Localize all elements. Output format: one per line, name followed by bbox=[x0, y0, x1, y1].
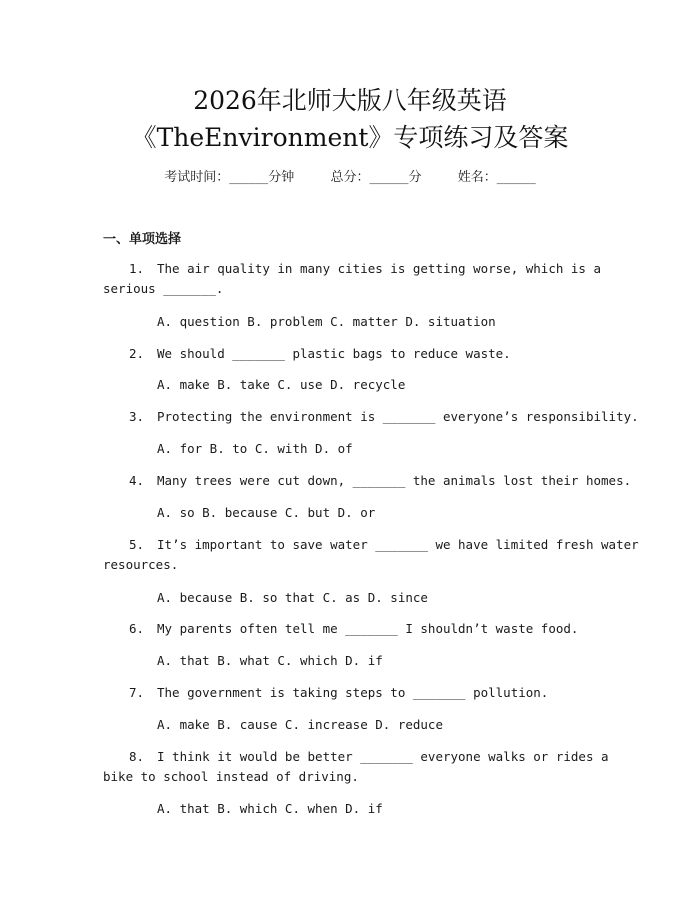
question-7-options: A. make B. cause C. increase D. reduce bbox=[157, 717, 443, 732]
question-8 bbox=[103, 747, 609, 787]
question-1-options: A. question B. problem C. matter D. situation bbox=[157, 314, 496, 329]
question-text: The air quality in many cities is getting worse, which is a bbox=[157, 261, 602, 276]
question-6-options: A. that B. what C. which D. if bbox=[157, 653, 383, 668]
question-text: My parents often tell me _______ I shouldn’t waste food. bbox=[157, 621, 579, 636]
question-text: It’s important to save water _______ we have limited fresh water bbox=[157, 537, 639, 552]
exam-total-score: 总分：______分 bbox=[330, 170, 422, 185]
page-title-line-1: 2026年北师大版八年级英语 bbox=[193, 86, 507, 115]
question-text: The government is taking steps to _______ pollution. bbox=[157, 685, 549, 700]
question-text-continued: serious _______. bbox=[103, 281, 224, 296]
question-4 bbox=[103, 471, 632, 491]
question-3-options: A. for B. to C. with D. of bbox=[157, 441, 353, 456]
question-5 bbox=[103, 535, 639, 575]
question-5-options: A. because B. so that C. as D. since bbox=[157, 590, 428, 605]
question-number: 5. bbox=[129, 537, 145, 552]
question-text: We should _______ plastic bags to reduce waste. bbox=[157, 346, 511, 361]
question-7 bbox=[103, 683, 603, 703]
question-3 bbox=[103, 407, 639, 427]
question-number: 6. bbox=[129, 621, 145, 636]
page-title-line-2: 《TheEnvironment》专项练习及答案 bbox=[131, 123, 569, 152]
question-4-options: A. so B. because C. but D. or bbox=[157, 505, 376, 520]
question-number: 3. bbox=[129, 409, 145, 424]
question-number: 4. bbox=[129, 473, 145, 488]
exam-name: 姓名：______ bbox=[457, 170, 536, 185]
question-number: 1. bbox=[129, 261, 145, 276]
question-text-continued: resources. bbox=[103, 557, 179, 572]
question-8-options: A. that B. which C. when D. if bbox=[157, 801, 383, 816]
exam-info bbox=[0, 169, 700, 187]
question-text: Protecting the environment is _______ everyone’s responsibility. bbox=[157, 409, 639, 424]
question-text: I think it would be better _______ everyone walks or rides a bbox=[157, 749, 609, 764]
question-1 bbox=[103, 259, 603, 299]
question-number: 8. bbox=[129, 749, 145, 764]
section-heading: 一、单项选择 bbox=[103, 232, 182, 247]
exam-time: 考试时间：______分钟 bbox=[164, 170, 295, 185]
question-text: Many trees were cut down, _______ the animals lost their homes. bbox=[157, 473, 632, 488]
question-text-continued: bike to school instead of driving. bbox=[103, 769, 359, 784]
question-2 bbox=[103, 344, 603, 364]
question-number: 7. bbox=[129, 685, 145, 700]
question-6 bbox=[103, 619, 603, 639]
question-number: 2. bbox=[129, 346, 145, 361]
question-2-options: A. make B. take C. use D. recycle bbox=[157, 377, 406, 392]
